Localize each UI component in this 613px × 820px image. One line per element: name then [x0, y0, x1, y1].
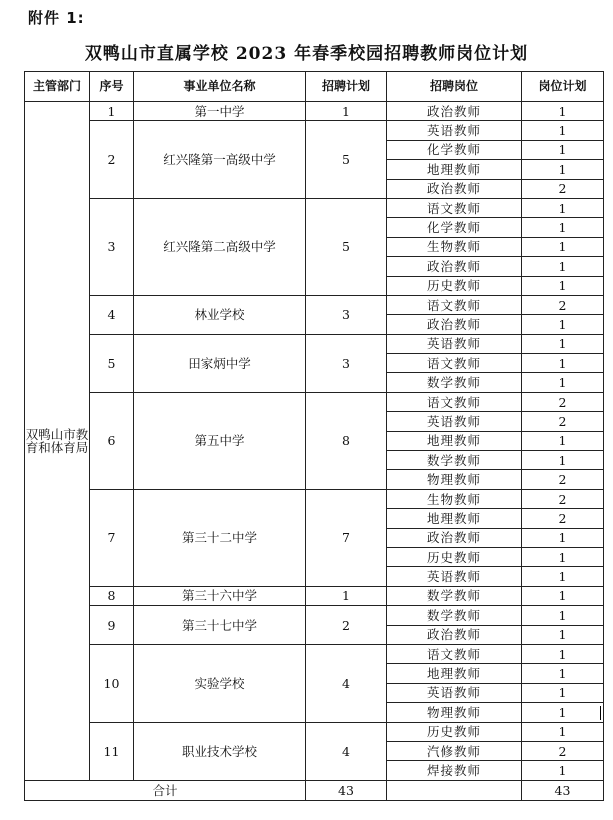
table-row — [25, 606, 604, 625]
position-name: 英语教师 — [387, 567, 522, 586]
position-count: 1 — [522, 625, 604, 644]
position-name: 地理教师 — [387, 664, 522, 683]
position-name: 生物教师 — [387, 237, 522, 256]
total-post-plan: 43 — [522, 780, 604, 800]
position-count: 2 — [522, 489, 604, 508]
position-name: 语文教师 — [387, 198, 522, 217]
school-number: 10 — [90, 644, 134, 722]
position-count: 1 — [522, 431, 604, 450]
position-count: 2 — [522, 509, 604, 528]
total-label: 合计 — [25, 780, 306, 800]
table-body — [25, 102, 604, 781]
school-plan: 3 — [306, 295, 387, 334]
position-name: 政治教师 — [387, 625, 522, 644]
position-name: 地理教师 — [387, 431, 522, 450]
school-name: 第三十二中学 — [134, 489, 306, 586]
table-row — [25, 489, 604, 508]
table-row — [25, 102, 604, 121]
header-dept: 主管部门 — [25, 72, 90, 102]
position-name: 语文教师 — [387, 354, 522, 373]
recruitment-plan-table — [24, 71, 604, 801]
position-count: 1 — [522, 140, 604, 159]
school-plan: 8 — [306, 392, 387, 489]
school-number: 9 — [90, 606, 134, 645]
position-name: 政治教师 — [387, 179, 522, 198]
school-name: 第一中学 — [134, 102, 306, 121]
header-unit: 事业单位名称 — [134, 72, 306, 102]
position-name: 英语教师 — [387, 683, 522, 702]
position-name: 英语教师 — [387, 412, 522, 431]
position-count: 1 — [522, 703, 604, 722]
position-name: 语文教师 — [387, 644, 522, 663]
header-no: 序号 — [90, 72, 134, 102]
position-count: 1 — [522, 761, 604, 780]
position-count: 1 — [522, 218, 604, 237]
position-count: 1 — [522, 722, 604, 741]
position-count: 1 — [522, 664, 604, 683]
school-number: 4 — [90, 295, 134, 334]
school-name: 林业学校 — [134, 295, 306, 334]
table-row — [25, 586, 604, 605]
position-name: 数学教师 — [387, 373, 522, 392]
table-row — [25, 722, 604, 741]
position-name: 地理教师 — [387, 509, 522, 528]
header-row — [25, 72, 604, 102]
school-number: 8 — [90, 586, 134, 605]
position-count: 1 — [522, 334, 604, 353]
position-name: 英语教师 — [387, 334, 522, 353]
position-name: 语文教师 — [387, 295, 522, 314]
table-row — [25, 295, 604, 314]
position-name: 历史教师 — [387, 276, 522, 295]
school-name: 第三十六中学 — [134, 586, 306, 605]
position-name: 地理教师 — [387, 160, 522, 179]
table-row — [25, 392, 604, 411]
school-plan: 2 — [306, 606, 387, 645]
position-name: 焊接教师 — [387, 761, 522, 780]
position-name: 政治教师 — [387, 257, 522, 276]
header-post-plan: 岗位计划 — [522, 72, 604, 102]
text-cursor — [600, 706, 601, 720]
school-plan: 4 — [306, 722, 387, 780]
position-count: 2 — [522, 741, 604, 760]
position-count: 2 — [522, 295, 604, 314]
table-row — [25, 644, 604, 663]
position-count: 1 — [522, 586, 604, 605]
position-count: 1 — [522, 683, 604, 702]
position-name: 语文教师 — [387, 392, 522, 411]
position-name: 政治教师 — [387, 102, 522, 121]
header-position: 招聘岗位 — [387, 72, 522, 102]
school-number: 1 — [90, 102, 134, 121]
school-name: 田家炳中学 — [134, 334, 306, 392]
position-name: 化学教师 — [387, 140, 522, 159]
position-count: 1 — [522, 528, 604, 547]
position-count: 2 — [522, 412, 604, 431]
school-name: 第三十七中学 — [134, 606, 306, 645]
position-name: 数学教师 — [387, 451, 522, 470]
position-count: 1 — [522, 567, 604, 586]
position-name: 化学教师 — [387, 218, 522, 237]
position-count: 1 — [522, 451, 604, 470]
position-name: 英语教师 — [387, 121, 522, 140]
position-count: 1 — [522, 547, 604, 566]
position-name: 数学教师 — [387, 586, 522, 605]
position-count: 1 — [522, 644, 604, 663]
position-count: 2 — [522, 392, 604, 411]
school-plan: 7 — [306, 489, 387, 586]
school-plan: 5 — [306, 198, 387, 295]
position-count: 1 — [522, 237, 604, 256]
position-name: 物理教师 — [387, 703, 522, 722]
school-number: 5 — [90, 334, 134, 392]
position-count: 1 — [522, 606, 604, 625]
position-count: 1 — [522, 315, 604, 334]
total-empty — [387, 780, 522, 800]
position-name: 汽修教师 — [387, 741, 522, 760]
school-plan: 3 — [306, 334, 387, 392]
position-count: 1 — [522, 276, 604, 295]
position-name: 物理教师 — [387, 470, 522, 489]
school-plan: 4 — [306, 644, 387, 722]
position-name: 政治教师 — [387, 528, 522, 547]
school-name: 第五中学 — [134, 392, 306, 489]
school-number: 2 — [90, 121, 134, 199]
table-row — [25, 198, 604, 217]
school-plan: 1 — [306, 102, 387, 121]
total-row — [25, 780, 604, 800]
position-count: 2 — [522, 470, 604, 489]
position-name: 生物教师 — [387, 489, 522, 508]
position-count: 1 — [522, 160, 604, 179]
school-number: 3 — [90, 198, 134, 295]
position-count: 1 — [522, 102, 604, 121]
position-count: 1 — [522, 373, 604, 392]
table-row — [25, 121, 604, 140]
school-number: 7 — [90, 489, 134, 586]
total-plan: 43 — [306, 780, 387, 800]
position-name: 历史教师 — [387, 547, 522, 566]
school-name: 实验学校 — [134, 644, 306, 722]
school-name: 职业技术学校 — [134, 722, 306, 780]
attachment-label: 附件 1: — [28, 9, 85, 27]
table-row — [25, 334, 604, 353]
department-cell: 双鸭山市教育和体育局 — [25, 102, 90, 781]
position-name: 历史教师 — [387, 722, 522, 741]
document-title: 双鸭山市直属学校 2023 年春季校园招聘教师岗位计划 — [84, 44, 529, 64]
position-count: 1 — [522, 257, 604, 276]
school-plan: 1 — [306, 586, 387, 605]
school-plan: 5 — [306, 121, 387, 199]
school-number: 11 — [90, 722, 134, 780]
school-name: 红兴隆第二高级中学 — [134, 198, 306, 295]
school-name: 红兴隆第一高级中学 — [134, 121, 306, 199]
position-count: 2 — [522, 179, 604, 198]
position-count: 1 — [522, 198, 604, 217]
school-number: 6 — [90, 392, 134, 489]
position-count: 1 — [522, 121, 604, 140]
position-count: 1 — [522, 354, 604, 373]
position-name: 政治教师 — [387, 315, 522, 334]
position-name: 数学教师 — [387, 606, 522, 625]
header-plan: 招聘计划 — [306, 72, 387, 102]
